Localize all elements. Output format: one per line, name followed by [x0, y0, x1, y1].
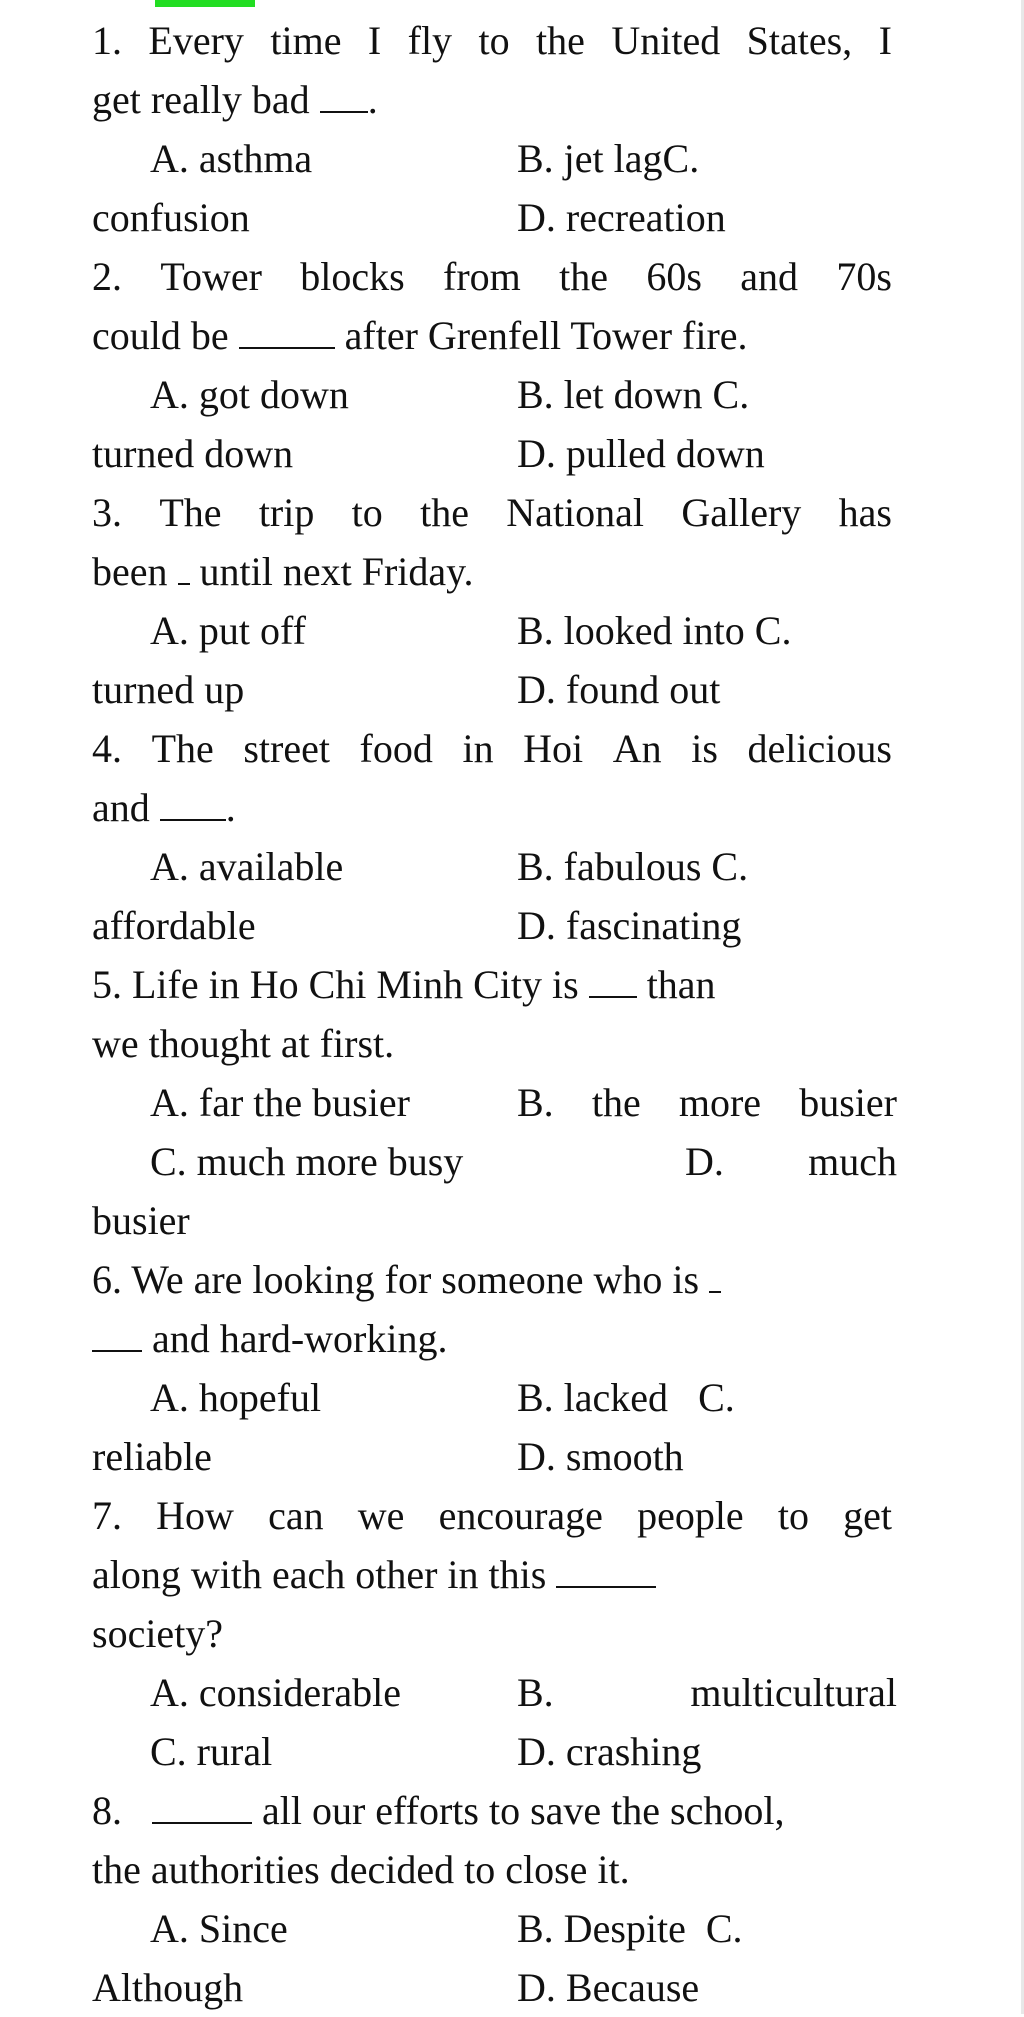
- question-4-line-1: 4. The street food in Hoi An is delicious: [92, 726, 892, 771]
- option-c: Although: [92, 1965, 244, 2010]
- option-b: B. multicultural: [517, 1670, 897, 1715]
- question-5-line-1: 5. Life in Ho Chi Minh City is than: [92, 962, 716, 1007]
- option-b: B. looked into C.: [517, 608, 792, 653]
- option-d-continued: busier: [92, 1198, 190, 1243]
- answer-blank: [556, 1556, 656, 1588]
- option-d: D. found out: [517, 667, 721, 712]
- option-b: B. jet lagC.: [517, 136, 700, 181]
- option-b: B. the more busier: [517, 1080, 897, 1125]
- option-d: D. pulled down: [517, 431, 765, 476]
- option-a: A. available: [150, 844, 344, 889]
- option-a: A. asthma: [150, 136, 313, 181]
- option-d: D. crashing: [517, 1729, 702, 1774]
- question-6-line-1: 6. We are looking for someone who is: [92, 1250, 892, 1309]
- option-b: B. fabulous C.: [517, 844, 749, 889]
- question-1-line-1: 1. Every time I fly to the United States, I: [92, 18, 892, 63]
- option-a: A. considerable: [150, 1670, 402, 1715]
- question-7-line-2: along with each other in this: [92, 1545, 892, 1604]
- answer-blank: [239, 317, 335, 349]
- question-3-line-2: been until next Friday.: [92, 549, 474, 594]
- option-c: turned up: [92, 667, 245, 712]
- option-c: C. rural: [150, 1729, 273, 1774]
- option-a: A. far the busier: [150, 1080, 410, 1125]
- question-8-line-1: 8. all our efforts to save the school,: [92, 1788, 785, 1833]
- option-d: D. Because: [517, 1965, 700, 2010]
- question-2-line-1: 2. Tower blocks from the 60s and 70s: [92, 254, 892, 299]
- question-2-line-2: could be after Grenfell Tower fire.: [92, 313, 748, 358]
- answer-blank: [178, 553, 190, 585]
- question-6-line-2: and hard-working.: [92, 1309, 892, 1368]
- question-7-line-1: 7. How can we encourage people to get: [92, 1493, 892, 1538]
- top-accent-bar: [155, 0, 255, 7]
- option-b: B. Despite C.: [517, 1906, 743, 1951]
- option-b: B. lacked C.: [517, 1375, 735, 1420]
- option-c: confusion: [92, 195, 250, 240]
- option-a: A. got down: [150, 372, 349, 417]
- option-a: A. Since: [150, 1906, 288, 1951]
- question-5-line-2: we thought at first.: [92, 1021, 395, 1066]
- option-d: D. recreation: [517, 195, 726, 240]
- option-c: reliable: [92, 1434, 212, 1479]
- question-7-line-3: society?: [92, 1611, 224, 1656]
- answer-blank: [709, 1261, 721, 1293]
- answer-blank: [152, 1792, 252, 1824]
- answer-blank: [320, 81, 368, 113]
- option-a: A. put off: [150, 608, 306, 653]
- answer-blank: [589, 966, 637, 998]
- option-a: A. hopeful: [150, 1375, 322, 1420]
- option-d: D. smooth: [517, 1434, 684, 1479]
- option-d: D. fascinating: [517, 903, 742, 948]
- answer-blank-continued: [92, 1320, 142, 1352]
- option-d: D. much: [685, 1139, 897, 1184]
- option-c: turned down: [92, 431, 294, 476]
- option-b: B. let down C.: [517, 372, 750, 417]
- question-1-line-2: get really bad .: [92, 77, 378, 122]
- answer-blank: [160, 789, 226, 821]
- option-c: C. much more busy: [150, 1139, 464, 1184]
- option-c: affordable: [92, 903, 256, 948]
- question-4-line-2: and .: [92, 785, 236, 830]
- question-8-line-2: the authorities decided to close it.: [92, 1847, 630, 1892]
- question-3-line-1: 3. The trip to the National Gallery has: [92, 490, 892, 535]
